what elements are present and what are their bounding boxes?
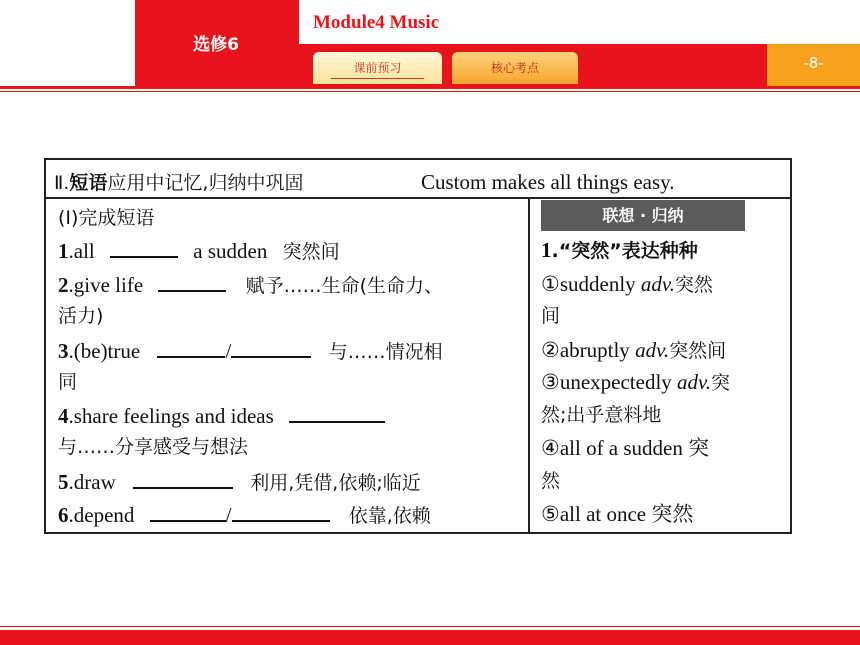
tab-preview[interactable] [313,52,442,84]
synonym-3: ③unexpectedly adv.突 [541,370,731,394]
phrase-item-4-cont: 与……分享感受与想法 [58,436,249,458]
synonym-1-cont: 间 [541,305,561,327]
answer-blank[interactable] [231,338,311,358]
answer-blank[interactable] [158,272,226,292]
right-heading: 1.“突然”表达种种 [541,238,698,262]
phrase-item-2-cont: 活力) [58,305,104,327]
phrase-item-5: 5.draw 利用,凭借,依赖;临近 [58,470,421,494]
synonym-4-cont: 然 [541,470,561,492]
tab-core-label: 核心考点 [490,61,539,75]
answer-blank[interactable] [110,238,178,258]
synonym-3-cont: 然;出乎意料地 [541,404,662,426]
elective-badge [135,0,297,86]
answer-blank[interactable] [232,502,330,522]
footer-rule [0,630,860,645]
answer-blank[interactable] [150,502,226,522]
phrase-item-6: 6.depend / 依靠,依赖 [58,503,431,527]
elective-label: 选修6 [193,35,239,55]
tab-core-points[interactable] [452,52,578,84]
header-rule-thin [0,91,860,92]
section-motto: Custom makes all things easy. [421,170,675,194]
section-title: Ⅱ.短语应用中记忆,归纳中巩固 [54,172,304,194]
table-header-separator [46,197,790,199]
page-number-box [767,44,860,86]
synonym-2: ②abruptly adv.突然间 [541,338,727,362]
phrase-item-1: 1.all a sudden 突然间 [58,239,340,263]
phrase-item-3-cont: 同 [58,371,78,393]
answer-blank[interactable] [133,469,233,489]
table-column-separator [528,199,530,532]
tab-underline [331,78,424,79]
phrase-item-2: 2.give life 赋予……生命(生命力、 [58,273,444,297]
answer-blank[interactable] [289,403,385,423]
header-rule [0,86,860,89]
sub-heading: (Ⅰ)完成短语 [58,207,155,229]
module-title: Module4 Music [313,12,440,33]
synonym-4: ④all of a sudden 突 [541,436,710,460]
page-number: -8- [803,54,824,72]
phrase-item-4: 4.share feelings and ideas [58,403,385,428]
phrase-item-3: 3.(be)true / 与……情况相 [58,339,443,363]
synonym-5: ⑤all at once 突然 [541,502,694,526]
association-tag: 联想 · 归纳 [541,200,745,231]
synonym-1: ①suddenly adv.突然 [541,272,713,296]
tab-preview-label: 课前预习 [353,61,402,75]
answer-blank[interactable] [157,338,225,358]
footer-rule-thin [0,626,860,627]
